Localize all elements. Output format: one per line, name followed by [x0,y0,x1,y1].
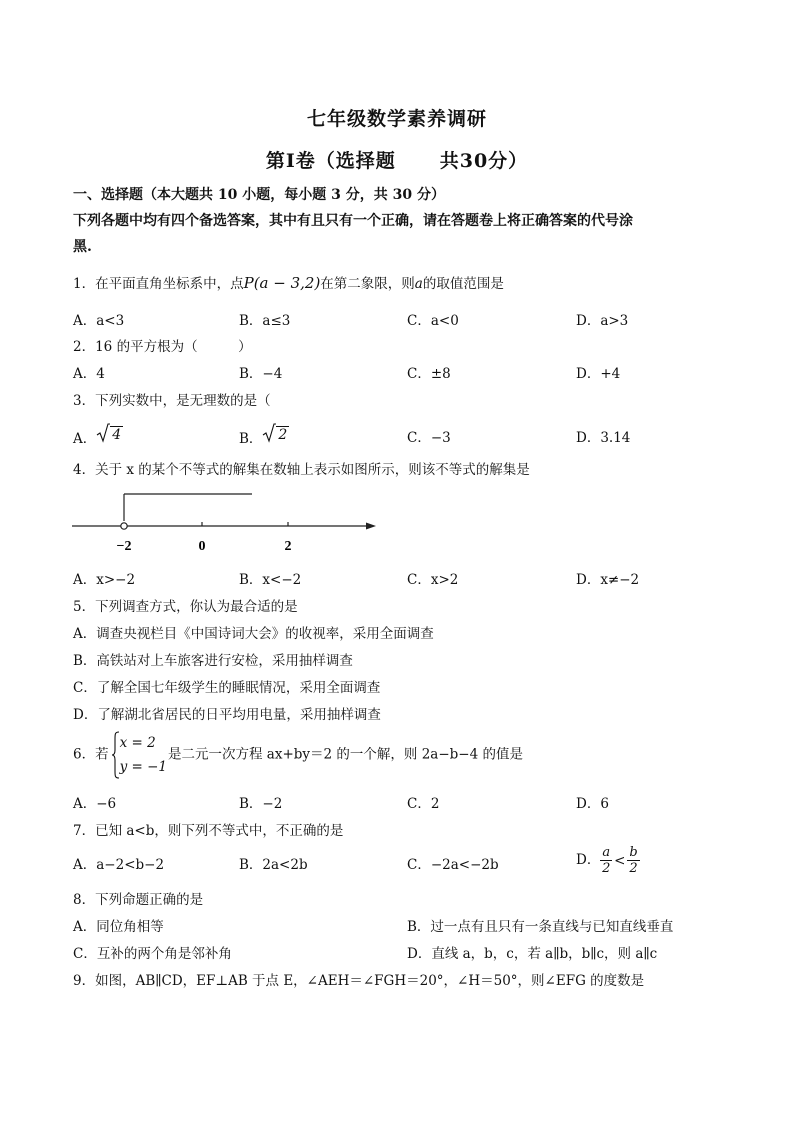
question-number: 3 [73,393,82,409]
fraction-denominator: 2 [602,861,611,876]
tick-label-2: 2 [284,539,292,554]
volume-title [0,146,794,173]
tick-label-0: 0 [198,539,206,554]
volume-label: 第Ⅰ卷（选择题 [265,150,396,172]
question-2-option-d[interactable]: D．+4 [576,366,621,382]
question-1-option-a[interactable]: A．a<3 [73,313,125,329]
left-brace-icon [111,731,120,779]
section-heading: 一、选择题（本大题共 10 小题，每小题 3 分，共 30 分） [73,187,445,203]
question-8-option-c[interactable]: C．互补的两个角是邻补角 [73,946,232,962]
question-3-option-b[interactable] [239,423,289,447]
question-text: ．下列命题正确的是 [81,892,204,908]
question-5-option-d[interactable]: D．了解湖北省居民的日平均用电量，采用抽样调查 [73,707,381,723]
sqrt-symbol [96,423,123,443]
question-number: 4 [73,462,82,478]
question-number: 1 [73,276,82,292]
question-3-stem [73,389,271,409]
question-7-option-b[interactable]: B．2a<2b [239,857,308,873]
fraction-denominator: 2 [629,861,638,876]
question-number: 5 [73,599,82,615]
question-3-option-d[interactable]: D．3.14 [576,430,631,446]
question-7-option-d[interactable] [576,845,640,876]
question-7-option-a[interactable]: A．a−2<b−2 [73,857,165,873]
section-instruction: 下列各题中均有四个备选答案，其中有且只有一个正确，请在答题卷上将正确答案的代号涂 [73,213,633,229]
question-6-option-b[interactable]: B．−2 [239,796,283,812]
question-text: ．在平面直角坐标系中，点 [81,276,244,292]
question-7-option-c[interactable]: C．−2a<−2b [407,857,499,873]
question-1-option-b[interactable]: B．a≤3 [239,313,291,329]
question-6-option-a[interactable]: A．−6 [73,796,117,812]
relation-symbol: < [614,852,626,869]
fraction-numerator: b [629,845,638,860]
question-5-option-b[interactable]: B．高铁站对上车旅客进行安检，采用抽样调查 [73,653,353,669]
question-9-stem [73,969,644,989]
fraction-right [627,845,639,876]
question-5-option-a[interactable]: A．调查央视栏目《中国诗词大会》的收视率，采用全面调查 [73,626,434,642]
question-4-option-a[interactable]: A．x>−2 [73,572,136,588]
question-8-option-d[interactable]: D．直线 a，b，c，若 a∥b，b∥c，则 a∥c [407,946,658,962]
question-text: 的取值范围是 [422,276,504,292]
number-line-figure [70,488,382,558]
question-text: ．如图，AB∥CD，EF⊥AB 于点 E，∠AEH＝∠FGH＝20°，∠H＝50°，则∠EFG 的度数是 [81,973,645,989]
question-5-stem [73,595,298,615]
question-3-option-a[interactable] [73,423,123,447]
question-2-stem [73,335,252,355]
point-label: P [243,274,254,292]
question-5-option-c[interactable]: C．了解全国七年级学生的睡眠情况，采用全面调查 [73,680,381,696]
fraction-left [600,845,612,876]
question-number: 2 [73,339,82,355]
system-equation-1: x = 2 [119,735,156,751]
exam-title: 七年级数学素养调研 [306,108,487,130]
question-text: ．关于 x 的某个不等式的解集在数轴上表示如图所示，则该不等式的解集是 [81,462,530,478]
radicand: 4 [112,427,122,443]
question-1-option-d[interactable]: D．a>3 [576,313,629,329]
variable: a [414,276,423,292]
question-4-stem [73,458,530,478]
question-4-option-b[interactable]: B．x<−2 [239,572,302,588]
section-instruction-continued: 黑. [73,239,92,255]
question-number: 6 [73,746,82,763]
question-1-option-c[interactable]: C．a<0 [407,313,459,329]
fraction-numerator: a [602,845,611,860]
question-6-option-c[interactable]: C．2 [407,796,440,812]
axis-arrow [366,523,376,530]
option-letter: D． [576,852,601,868]
question-2-option-b[interactable]: B．−4 [239,366,283,382]
question-8-option-b[interactable]: B．过一点有且只有一条直线与已知直线垂直 [407,919,674,935]
question-6-stem [73,731,523,779]
question-number: 9 [73,973,82,989]
system-equation-2: y = −1 [119,759,168,775]
question-4-option-d[interactable]: D．x≠−2 [576,572,640,588]
radicand: 2 [278,427,288,443]
question-3-option-c[interactable]: C．−3 [407,430,451,446]
question-8-stem [73,888,203,908]
tick-label-neg2: −2 [116,539,132,554]
question-text: ．下列调查方式，你认为最合适的是 [81,599,298,615]
question-8-option-a[interactable]: A．同位角相等 [73,919,164,935]
question-7-stem [73,819,343,839]
option-letter: B． [239,431,263,447]
question-text: ．已知 a<b，则下列不等式中，不正确的是 [81,823,344,839]
question-text: ．下列实数中，是无理数的是（ [81,393,271,409]
question-2-option-c[interactable]: C．±8 [407,366,451,382]
volume-score: 共30分） [439,150,529,172]
question-4-option-c[interactable]: C．x>2 [407,572,459,588]
point-coordinates: (a − 3,2) [253,274,321,292]
question-text: ．若 [81,746,109,763]
question-text: 在第二象限，则 [320,276,415,292]
sqrt-symbol [262,423,289,443]
question-6-option-d[interactable]: D．6 [576,796,609,812]
question-1-stem [73,272,504,292]
option-letter: A． [73,431,97,447]
open-circle-point [121,523,127,529]
question-text: 是二元一次方程 ax+by＝2 的一个解，则 2a−b−4 的值是 [168,746,524,763]
question-2-option-a[interactable]: A．4 [73,366,105,382]
equation-system [111,731,167,779]
question-text: ．16 的平方根为（ ） [81,339,252,355]
question-number: 8 [73,892,82,908]
question-number: 7 [73,823,82,839]
